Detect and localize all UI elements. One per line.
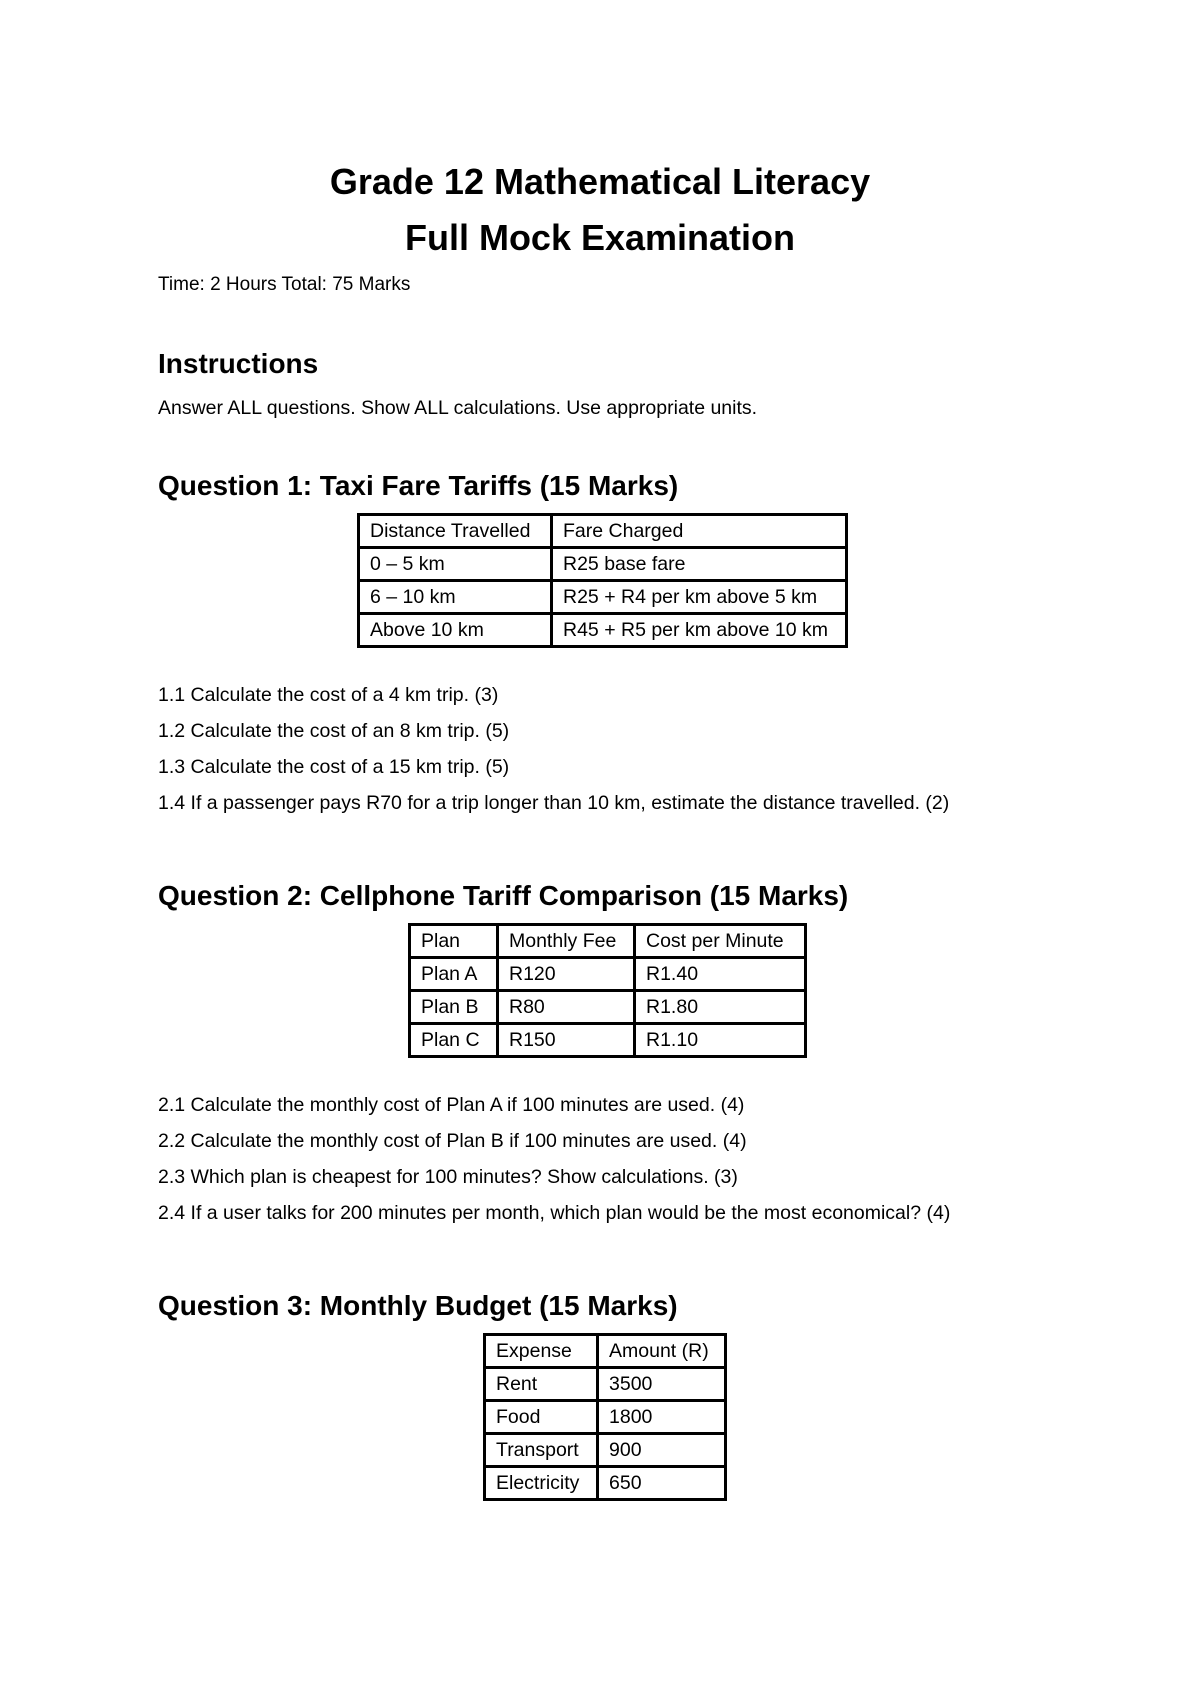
table-cell: 3500 [598,1368,726,1401]
table-cell: Rent [485,1368,598,1401]
instructions-text: Answer ALL questions. Show ALL calculations. Use appropriate units. [158,397,758,419]
table-cell: Plan B [410,991,498,1024]
q3-budget-table [483,1333,727,1501]
question-item: 2.3 Which plan is cheapest for 100 minutes? Show calculations. (3) [158,1166,738,1188]
table-row [485,1467,726,1500]
question-item: 1.1 Calculate the cost of a 4 km trip. (3) [158,684,499,706]
table-cell: Food [485,1401,598,1434]
table-cell: R1.10 [635,1024,806,1057]
table-cell: Electricity [485,1467,598,1500]
table-cell: Plan C [410,1024,498,1057]
column-header: Amount (R) [598,1335,726,1368]
table-cell: R1.40 [635,958,806,991]
table-cell: R120 [498,958,635,991]
table-cell: Above 10 km [359,614,552,647]
question-item: 2.2 Calculate the monthly cost of Plan B if 100 minutes are used. (4) [158,1130,747,1152]
question-item: 1.3 Calculate the cost of a 15 km trip. (5) [158,756,510,778]
table-row [410,958,806,991]
table-row [410,1024,806,1057]
table-row [410,991,806,1024]
table-row [485,1401,726,1434]
column-header: Cost per Minute [635,925,806,958]
question-item: 2.1 Calculate the monthly cost of Plan A if 100 minutes are used. (4) [158,1094,745,1116]
table-cell: 900 [598,1434,726,1467]
table-row [485,1434,726,1467]
column-header: Fare Charged [552,515,847,548]
table-cell: Transport [485,1434,598,1467]
table-row [359,548,847,581]
column-header: Expense [485,1335,598,1368]
table-cell: R25 + R4 per km above 5 km [552,581,847,614]
table-row [359,581,847,614]
table-cell: R45 + R5 per km above 10 km [552,614,847,647]
question-item: 2.4 If a user talks for 200 minutes per month, which plan would be the most economical? (4) [158,1202,951,1224]
table-header-row [410,925,806,958]
table-cell: R80 [498,991,635,1024]
table-row [485,1368,726,1401]
table-row [359,614,847,647]
exam-meta: Time: 2 Hours Total: 75 Marks [158,274,411,295]
q1-fare-table [357,513,848,648]
exam-title: Grade 12 Mathematical Literacy [329,161,871,202]
table-cell: 1800 [598,1401,726,1434]
table-cell: Plan A [410,958,498,991]
table-cell: 6 – 10 km [359,581,552,614]
q1-heading: Question 1: Taxi Fare Tariffs (15 Marks) [158,470,679,501]
table-cell: R25 base fare [552,548,847,581]
q3-heading: Question 3: Monthly Budget (15 Marks) [158,1290,678,1321]
table-cell: R150 [498,1024,635,1057]
column-header: Monthly Fee [498,925,635,958]
table-cell: 650 [598,1467,726,1500]
column-header: Distance Travelled [359,515,552,548]
table-header-row [485,1335,726,1368]
question-item: 1.2 Calculate the cost of an 8 km trip. (5) [158,720,510,742]
question-item: 1.4 If a passenger pays R70 for a trip longer than 10 km, estimate the distance travelled. (2) [158,792,950,814]
q2-heading: Question 2: Cellphone Tariff Comparison (15 Marks) [158,880,849,911]
table-header-row [359,515,847,548]
q2-tariff-table [408,923,807,1058]
table-cell: R1.80 [635,991,806,1024]
column-header: Plan [410,925,498,958]
table-cell: 0 – 5 km [359,548,552,581]
instructions-heading: Instructions [158,348,319,379]
exam-subtitle: Full Mock Examination [404,217,796,258]
